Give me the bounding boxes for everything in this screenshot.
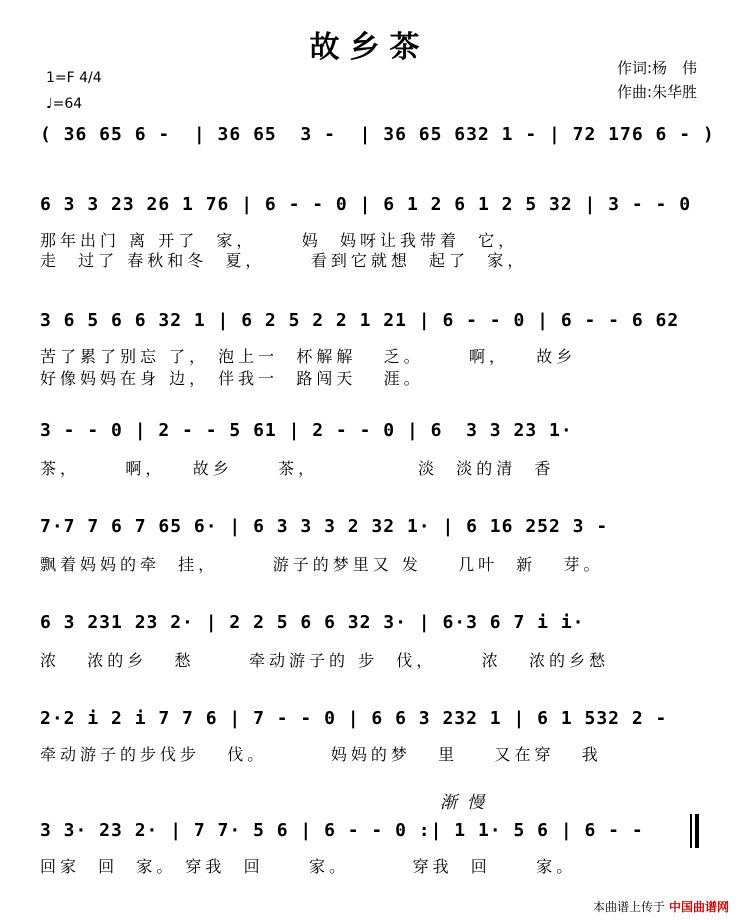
lyric-line: 好像妈妈在身 边， 伴我一 路闯天 涯。 xyxy=(40,369,424,388)
notation-line: 2·2 i 2 i 7 7 6 | 7 - - 0 | 6 6 3 232 1 | 6 1 532 2 - xyxy=(40,708,668,729)
lyric-line: 那年出门 离 开了 家， 妈 妈呀让我带着 它， xyxy=(40,231,519,250)
notation-line: ( 36 65 6 - | 36 65 3 - | 36 65 632 1 - | 72 176 6 - ) xyxy=(40,124,715,145)
lyric-line: 飘着妈妈的牵 挂， 游子的梦里又 发 几叶 新 芽。 xyxy=(40,555,604,574)
site-logo[interactable]: 中国曲谱网 xyxy=(668,900,729,914)
notation-line: 3 6 5 6 6 32 1 | 6 2 5 2 2 1 21 | 6 - - 0 | 6 - - 6 62 xyxy=(40,310,680,331)
credits xyxy=(617,56,697,104)
score-row xyxy=(40,612,700,672)
lyric-line: 茶， 啊， 故乡 茶， 淡 淡的清 香 xyxy=(40,459,555,478)
score-row xyxy=(40,310,700,388)
footer-text: 本曲谱上传于 xyxy=(592,900,665,914)
lyric-line: 苦了累了别忘 了， 泡上一 杯解解 乏。 啊， 故乡 xyxy=(40,347,577,366)
notation-line: 3 - - 0 | 2 - - 5 61 | 2 - - 0 | 6 3 3 23 1· xyxy=(40,420,573,441)
final-barline-thick xyxy=(695,814,699,848)
footer xyxy=(593,898,729,915)
score-row xyxy=(40,420,700,480)
score-row xyxy=(40,820,700,880)
notation-line: 6 3 3 23 26 1 76 | 6 - - 0 | 6 1 2 6 1 2 5 32 | 3 - - 0 xyxy=(40,194,692,215)
tempo-marking: ♩=64 xyxy=(46,96,83,112)
score-row xyxy=(40,124,715,184)
key-signature: 1=F 4/4 xyxy=(46,70,102,86)
tempo-change-marking: 渐慢 xyxy=(440,793,494,813)
lyricist-credit: 作词:杨 伟 xyxy=(616,59,697,77)
lyric-line: 浓 浓的乡 愁 牵动游子的 步 伐， 浓 浓的乡愁 xyxy=(40,651,609,670)
lyric-line: 走 过了 春秋和冬 夏， 看到它就想 起了 家， xyxy=(40,251,528,270)
lyric-line: 牵动游子的步伐步 伐。 妈妈的梦 里 又在穿 我 xyxy=(40,745,602,764)
score-row xyxy=(40,516,700,576)
score-row xyxy=(40,194,700,270)
composer-credit: 作曲:朱华胜 xyxy=(616,83,697,101)
notation-line: 3 3· 23 2· | 7 7· 5 6 | 6 - - 0 :| 1 1· 5 6 | 6 - - xyxy=(40,820,644,841)
score-row xyxy=(40,708,700,768)
notation-line: 7·7 7 6 7 65 6· | 6 3 3 3 2 32 1· | 6 16 252 3 - xyxy=(40,516,609,537)
final-barline xyxy=(690,814,692,848)
page-title: 故乡茶 xyxy=(309,30,430,65)
lyric-line: 回家 回 家。 穿我 回 家。 穿我 回 家。 xyxy=(40,857,577,876)
notation-line: 6 3 231 23 2· | 2 2 5 6 6 32 3· | 6·3 6 7 i i· xyxy=(40,612,585,633)
